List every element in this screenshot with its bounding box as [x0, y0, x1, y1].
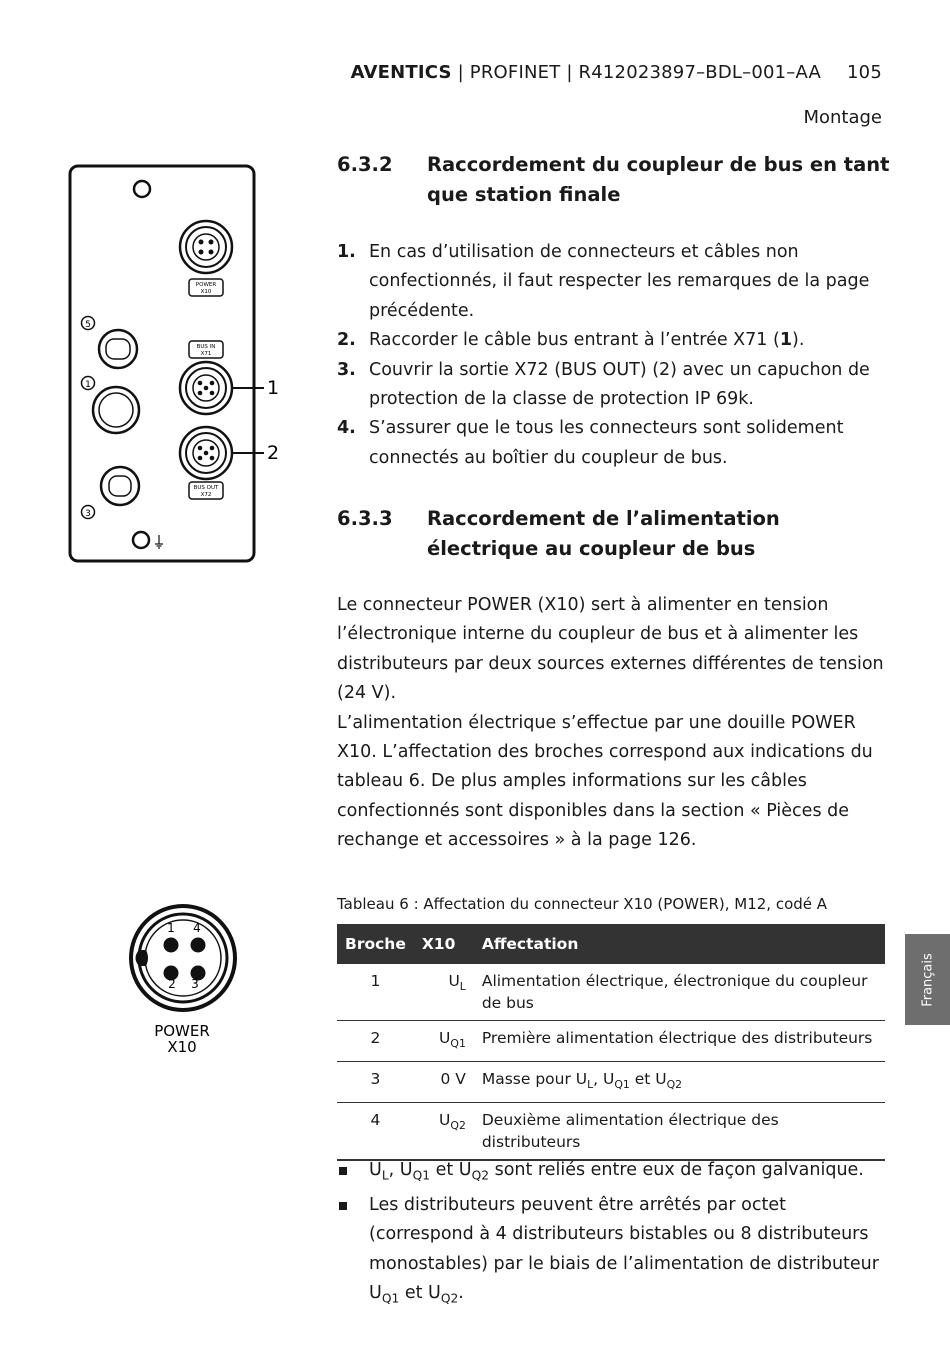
assignment-cell: Masse pour $U_L$, $U_{Q1}$ et $U_{Q2}$ [474, 1062, 885, 1103]
table-header-row [337, 924, 885, 964]
column-header: Affectation [474, 924, 885, 964]
page-number: 105 [847, 62, 882, 83]
note-item: Les distributeurs peuvent être arrêtés par octet (correspond à 4 distributeurs bistables ou 8 distributeurs monostables) par le biais de l’alimentation de distributeur $U_{Q1}$ et $U_{Q2}$. [337, 1191, 885, 1314]
pin-3-label: 3 [191, 977, 199, 991]
table-row [337, 1062, 885, 1103]
language-tab-label: Français [920, 952, 935, 1007]
blind-plug-5-icon [99, 330, 137, 368]
bus-out-label: BUS OUT [193, 485, 219, 491]
step-number: 4. [337, 418, 356, 439]
x10-cell: 0 V [414, 1062, 474, 1103]
bus-in-connector-icon [180, 362, 232, 414]
bullet-square-icon [339, 1202, 347, 1210]
power-label: POWER [195, 282, 217, 288]
pin-1-label: 1 [167, 921, 175, 935]
bus-out-x72-label: X72 [200, 492, 212, 498]
power-x10-label: X10 [200, 289, 212, 295]
step-text: S’assurer que le tous les connecteurs sont solidement connectés au boîtier du coupleur de bus. [369, 418, 844, 468]
bus-coupler-panel-figure [60, 158, 300, 570]
pin-4-label: 4 [193, 921, 201, 935]
page-header [351, 62, 882, 83]
step-item [337, 414, 882, 473]
step-text: Couvrir la sortie X72 (BUS OUT) (2) avec un capuchon de protection de la classe de protection IP 69k. [369, 359, 870, 410]
step-text: En cas d’utilisation de connecteurs et câbles non confectionnés, il faut respecter les remarques de la page précédente. [369, 242, 870, 321]
document-reference: | PROFINET | R412023897–BDL–001–AA [451, 62, 822, 83]
callout-1: 1 [267, 377, 280, 399]
pin-cell: 2 [337, 1021, 414, 1062]
marker-1: 1 [85, 380, 91, 390]
pin-cell: 3 [337, 1062, 414, 1103]
x10-cell: $U_{Q2}$ [414, 1103, 474, 1161]
step-number: 3. [337, 359, 356, 380]
power-connector-icon [180, 221, 232, 273]
notes-list [337, 1156, 885, 1314]
callout-2: 2 [267, 442, 280, 464]
column-header: Broche [337, 924, 414, 964]
steps-list [337, 238, 882, 473]
step-number: 2. [337, 330, 356, 351]
paragraph: L’alimentation électrique s’effectue par une douille POWER X10. L’affectation des broches correspond aux indications du tableau 6. De plus amples informations sur les câbles confectionnés sont disponibles dans la section « Pièces de rechange et accessoires » à la page 126. [337, 712, 873, 851]
brand-name: AVENTICS [350, 62, 452, 83]
column-header: X10 [414, 924, 474, 964]
step-text: Raccorder le câble bus entrant à l’entrée X71 ( [369, 330, 780, 351]
section-title: Raccordement du coupleur de bus en tant que station finale [427, 153, 890, 206]
blind-plug-1-icon [93, 387, 139, 433]
bus-in-x71-label: X71 [200, 351, 212, 357]
step-text: ). [792, 330, 805, 351]
blind-plug-3-icon [101, 467, 139, 505]
section-number: 6.3.3 [337, 507, 393, 530]
pin-cell: 4 [337, 1103, 414, 1161]
bus-in-label: BUS IN [196, 344, 216, 350]
bullet-square-icon [339, 1167, 347, 1175]
step-item [337, 356, 882, 415]
marker-5: 5 [85, 320, 91, 330]
note-item: $U_L$, $U_{Q1}$ et $U_{Q2}$ sont reliés entre eux de façon galvanique. [337, 1156, 885, 1191]
language-tab[interactable] [905, 934, 950, 1025]
x10-cell: $U_{Q1}$ [414, 1021, 474, 1062]
assignment-cell: Deuxième alimentation électrique des distributeurs [474, 1103, 885, 1161]
step-bold-ref: 1 [779, 330, 793, 351]
assignment-cell: Alimentation électrique, électronique du coupleur de bus [474, 964, 885, 1021]
x10-label: X10 [167, 1038, 197, 1056]
bus-out-connector-icon [180, 427, 232, 479]
pin-assignment-table [337, 924, 885, 1161]
paragraph: Le connecteur POWER (X10) sert à alimenter en tension l’électronique interne du coupleur de bus et à alimenter les distributeurs par deux sources externes différentes de tension (24 V). [337, 595, 884, 704]
section-label: Montage [803, 107, 882, 128]
section-heading-633 [337, 504, 897, 564]
power-paragraphs [337, 591, 885, 856]
table-row [337, 964, 885, 1021]
section-number: 6.3.2 [337, 153, 393, 176]
table-caption: Tableau 6 : Affectation du connecteur X10 (POWER), M12, codé A [337, 895, 828, 913]
assignment-cell: Première alimentation électrique des distributeurs [474, 1021, 885, 1062]
step-item [337, 238, 882, 326]
x10-cell: $U_L$ [414, 964, 474, 1021]
section-title: Raccordement de l’alimentation électrique au coupleur de bus [427, 507, 780, 560]
marker-3: 3 [85, 509, 91, 519]
step-number: 1. [337, 242, 356, 262]
table-row [337, 1021, 885, 1062]
table-row [337, 1103, 885, 1161]
pin-cell: 1 [337, 964, 414, 1021]
section-heading-632 [337, 150, 897, 210]
step-item [337, 326, 882, 355]
power-label: POWER [154, 1022, 210, 1040]
power-x10-pin-diagram [120, 898, 250, 1058]
pin-2-label: 2 [168, 977, 176, 991]
